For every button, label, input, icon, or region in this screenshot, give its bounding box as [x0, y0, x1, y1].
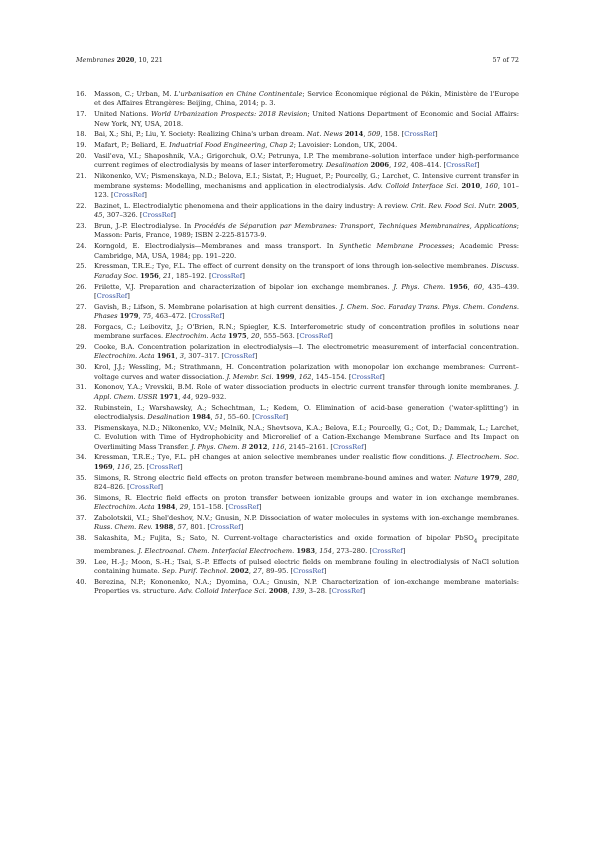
reference-fragment: , [210, 413, 215, 421]
reference-fragment: , [267, 442, 272, 451]
reference-fragment: 154 [319, 546, 333, 555]
reference-number: 29. [76, 343, 87, 352]
crossref-link[interactable]: CrossRef [351, 372, 383, 381]
reference-item [76, 558, 519, 577]
reference-text [94, 110, 519, 129]
reference-fragment: Rubinstein, I.; Warshawsky, A.; Schechtman, L.; Kedem, O. Elimination of acid-base generation ('water-splitting') in electrodialysis. [94, 403, 519, 421]
reference-text [94, 383, 519, 402]
reference-text [94, 514, 519, 533]
reference-fragment: , 435–439. [ [94, 282, 519, 300]
reference-fragment: 27 [253, 566, 262, 575]
page-header [76, 56, 519, 64]
reference-fragment: ] [179, 462, 183, 471]
reference-fragment: World Urbanization Prospects: 2018 Revision [151, 110, 308, 119]
reference-text [94, 242, 519, 261]
reference-fragment: Russ. Chem. Rev. [94, 523, 153, 532]
reference-number: 24. [76, 242, 87, 251]
reference-fragment: 2008 [268, 587, 288, 596]
reference-fragment: L'urbanisation en Chine Continentale [174, 90, 303, 98]
reference-fragment: 192 [393, 161, 407, 170]
reference-item [76, 383, 519, 402]
reference-fragment: Nature [454, 473, 479, 482]
reference-item [76, 152, 519, 171]
crossref-link[interactable]: CrossRef [223, 352, 255, 361]
crossref-link[interactable]: CrossRef [96, 291, 128, 300]
reference-fragment: , [287, 587, 292, 596]
reference-text [94, 323, 519, 342]
reference-text [94, 141, 519, 150]
reference-fragment: 139 [291, 587, 305, 596]
reference-fragment: ] [285, 413, 289, 421]
crossref-link[interactable]: CrossRef [228, 503, 259, 512]
reference-fragment: 2010 [461, 181, 481, 190]
reference-fragment: Electrochim. Acta [94, 352, 155, 361]
reference-number: 32. [76, 403, 87, 412]
reference-number: 19. [76, 141, 87, 150]
reference-fragment: 20 [250, 332, 260, 341]
reference-fragment: Sakashita, M.; Fujita, S.; Sato, N. Current-voltage characteristics and oxide formation of bipolar PbSO [94, 534, 474, 543]
reference-fragment: 116 [271, 442, 285, 451]
crossref-link[interactable]: CrossRef [331, 587, 363, 596]
reference-fragment: , [158, 271, 164, 280]
reference-fragment: Cooke, B.A. Concentration polarization in electrodialysis—I. The electrometric measurement of interfacial concentration. [94, 343, 519, 352]
reference-fragment: ] [362, 587, 366, 596]
reference-fragment: ] [221, 312, 225, 321]
journal-citation: Membranes 2020, 10, 221 [76, 56, 163, 64]
reference-number: 23. [76, 221, 87, 230]
reference-fragment: ; Lavoisier: London, UK, 2004. [293, 141, 398, 150]
reference-fragment: , [173, 523, 178, 532]
reference-fragment: Zabolotskii, V.I.; Shel'deshov, N.V.; Gnusin, N.P. Dissociation of water molecules in systems with ion-exchange membranes. [94, 513, 519, 522]
reference-fragment: ] [476, 161, 480, 170]
reference-text [94, 494, 519, 513]
reference-fragment: , 25. [ [129, 462, 150, 471]
reference-item [76, 494, 519, 513]
reference-text [94, 283, 519, 302]
reference-fragment: 1956 [449, 282, 468, 291]
reference-fragment: ] [254, 352, 258, 361]
reference-fragment: 3 [179, 352, 184, 361]
crossref-link[interactable]: CrossRef [404, 130, 435, 139]
reference-item [76, 90, 519, 109]
reference-fragment: ] [160, 482, 164, 491]
reference-text [94, 424, 519, 452]
reference-item [76, 262, 519, 281]
reference-fragment: , 824–826. [ [94, 473, 519, 491]
reference-item [76, 202, 519, 221]
reference-text [94, 534, 519, 556]
reference-fragment: ; Service Économique régional de Pékin, Ministère de l'Europe et des Affaires Étrangères: Beijing, China, 2014; p. 3. [94, 90, 519, 108]
reference-fragment: , 929–932. [191, 392, 227, 401]
reference-fragment: , [248, 566, 254, 575]
reference-item [76, 474, 519, 493]
reference-number: 39. [76, 557, 87, 566]
reference-fragment: , 2145–2161. [ [284, 442, 333, 451]
crossref-link[interactable]: CrossRef [142, 211, 174, 220]
reference-fragment: 1984 [191, 413, 211, 421]
reference-text [94, 130, 519, 139]
reference-fragment: Sep. Purif. Technol. [161, 566, 229, 575]
reference-fragment: 280 [504, 473, 517, 482]
reference-fragment: Discuss. Faraday Soc. [94, 262, 519, 280]
reference-list [76, 90, 519, 598]
reference-fragment: 2002 [230, 566, 249, 575]
reference-fragment: Masson, C.; Urban, M. [94, 90, 175, 98]
page-number: 57 of 72 [492, 56, 519, 64]
reference-text [94, 453, 519, 472]
reference-text [94, 262, 519, 281]
crossref-link[interactable]: CrossRef [299, 332, 331, 341]
reference-fragment: 21 [163, 271, 172, 280]
reference-fragment: Bai, X.; Shi, P.; Liu, Y. Society: Realizing China's urban dream. [94, 130, 307, 139]
reference-fragment: Gavish, B.; Lifson, S. Membrane polarisation at high current densities. [94, 302, 341, 311]
crossref-link[interactable]: CrossRef [209, 523, 241, 532]
reference-fragment: Induatrial Food Engineering, Chap 2 [169, 141, 294, 150]
crossref-link[interactable]: CrossRef [332, 442, 364, 451]
reference-fragment: , [389, 161, 394, 170]
reference-item [76, 303, 519, 322]
reference-fragment: 1969 [94, 462, 113, 471]
crossref-link[interactable]: CrossRef [254, 413, 286, 421]
crossref-link[interactable]: CrossRef [372, 546, 403, 555]
reference-fragment: Crit. Rev. Food Sci. Nutr. [410, 201, 496, 210]
reference-number: 27. [76, 302, 87, 311]
reference-fragment: 4 [473, 538, 478, 545]
reference-number: 22. [76, 201, 87, 210]
reference-fragment: ] [127, 291, 130, 300]
crossref-link[interactable]: CrossRef [191, 312, 222, 321]
reference-fragment: Berezina, N.P.; Kononenko, N.A.; Dyomina, O.A.; Gnusin, N.P. Characterization of ion-exchange membrane materials: Properties vs. structure. [94, 577, 519, 596]
reference-fragment: , [480, 181, 486, 190]
reference-fragment: Kressman, T.R.E.; Tye, F.L. pH changes at anion selective membranes under realistic flow conditions. [94, 453, 450, 462]
reference-number: 33. [76, 423, 87, 432]
reference-number: 30. [76, 363, 87, 372]
reference-fragment: ] [330, 332, 333, 341]
reference-fragment: 1956 [140, 271, 159, 280]
reference-text [94, 363, 519, 382]
crossref-link[interactable]: CrossRef [113, 190, 145, 199]
reference-fragment: 162 [298, 372, 312, 381]
reference-fragment: Nikonenko, V.V.; Pismenskaya, N.D.; Belova, E.I.; Sistat, P.; Huguet, P.; Pourcelly, G.; Larchet, C. Intensive current transfer in membrane systems: Modelling, mechanisms and application in electrodialysis. [94, 172, 519, 190]
crossref-link[interactable]: CrossRef [149, 462, 180, 471]
reference-item [76, 363, 519, 382]
reference-fragment: 1983 [296, 546, 316, 555]
reference-fragment: Simons, R. Electric field effects on proton transfer between ionizable groups and water in ion exchange membranes. [94, 493, 519, 502]
reference-fragment: United Nations. [94, 110, 151, 119]
reference-fragment: Adv. Colloid Interface Sci. [178, 587, 267, 596]
reference-item [76, 130, 519, 139]
reference-item [76, 424, 519, 452]
reference-fragment: , 408–414. [ [406, 161, 447, 170]
reference-fragment: Krol, J.J.; Wessling, M.; Strathmann, H. Concentration polarization with monopolar ion exchange membranes: Current–voltage curves and water dissociation. [94, 363, 519, 381]
reference-number: 18. [76, 130, 87, 139]
reference-fragment: precipitate membranes. [94, 534, 520, 555]
reference-text [94, 404, 519, 423]
reference-fragment: Brun, J.-P. Electrodialyse. In [94, 221, 195, 230]
crossref-link[interactable]: CrossRef [129, 482, 161, 491]
reference-fragment: , 3–28. [ [304, 587, 332, 596]
reference-fragment: 1979 [480, 473, 500, 482]
reference-fragment: J. Appl. Chem. USSR [94, 383, 519, 401]
reference-item [76, 578, 519, 597]
reference-fragment: , [175, 352, 180, 361]
reference-fragment: Adv. Colloid Interface Sci. [368, 181, 459, 190]
crossref-link[interactable]: CrossRef [446, 161, 477, 170]
reference-fragment: ] [242, 271, 245, 280]
reference-fragment: J. Chem. Soc. Faraday Trans. Phys. Chem. Condens. Phases [94, 302, 519, 321]
reference-fragment: Pismenskaya, N.D.; Nikonenko, V.V.; Melnik, N.A.; Shevtsova, K.A.; Belova, E.I.; Pourcelly, G.; Cot, D.; Dammak, L.; Larchet, C. Evolution with Time of Hydrophobicity and Microrelief of a Cation-Exchange Membrane Surface and Its Impact on Overlimiting Mass Transfer. [94, 423, 519, 451]
reference-number: 37. [76, 513, 87, 522]
reference-fragment: 2012 [248, 442, 268, 451]
reference-fragment: Nat. News [306, 130, 343, 139]
reference-fragment: 160 [485, 181, 498, 190]
reference-fragment: Kressman, T.R.E.; Tye, F.L. The effect of current density on the transport of ions through ion-selective membranes. [94, 262, 492, 271]
reference-fragment: 1961 [156, 352, 176, 361]
reference-fragment: Kononov, Y.A.; Vrevskii, B.M. Role of water dissociation products in electric current transfer through ionite membranes. [94, 383, 515, 392]
reference-fragment: 57 [177, 523, 187, 532]
reference-fragment: , 101–123. [ [94, 181, 519, 199]
reference-fragment: , [112, 462, 117, 471]
reference-fragment: , 185–192. [ [171, 271, 212, 280]
reference-fragment: , [363, 130, 368, 139]
reference-number: 21. [76, 172, 87, 181]
reference-fragment: J. Electroanal. Chem. Interfacial Electrochem. [138, 546, 295, 555]
reference-fragment: , [178, 392, 183, 401]
reference-fragment: J. Phys. Chem. B [191, 442, 247, 451]
reference-item [76, 404, 519, 423]
reference-fragment: Synthetic Membrane Processes [338, 242, 453, 251]
reference-fragment: , [499, 473, 505, 482]
reference-fragment: Frilette, V.J. Preparation and characterization of bipolar ion exchange membranes. [94, 282, 394, 291]
reference-fragment: 2006 [370, 161, 390, 170]
reference-fragment: Mafart, P.; Beliard, E. [94, 141, 170, 150]
reference-number: 38. [76, 534, 87, 543]
reference-fragment: , [467, 282, 474, 291]
reference-fragment: , [516, 201, 519, 210]
reference-text [94, 90, 519, 109]
reference-text [94, 172, 519, 200]
reference-item [76, 514, 519, 533]
reference-text [94, 558, 519, 577]
reference-number: 28. [76, 322, 87, 331]
reference-fragment: ] [173, 211, 176, 220]
reference-fragment: Forgacs, C.; Leibovitz, J.; O'Brien, R.N.; Spiegler, K.S. Interferometric study of concentration profiles in solutions near membrane surfaces. [94, 322, 519, 341]
reference-item [76, 534, 519, 556]
reference-fragment: 75 [142, 312, 152, 321]
reference-fragment: ] [323, 566, 327, 575]
reference-fragment: 509 [367, 130, 381, 139]
reference-fragment: Electrochim. Acta [94, 503, 155, 512]
reference-fragment: , [138, 312, 143, 321]
reference-fragment: 1971 [159, 392, 179, 401]
reference-fragment: ] [363, 442, 367, 451]
reference-item [76, 283, 519, 302]
reference-fragment: Desalination [325, 161, 369, 170]
reference-fragment: ] [434, 130, 438, 139]
reference-number: 40. [76, 577, 87, 586]
reference-number: 35. [76, 473, 87, 482]
reference-fragment: ; Masson: Paris, France, 1989; ISBN 2-225-81573-9. [94, 221, 520, 240]
reference-fragment: , 145–154. [ [311, 372, 352, 381]
reference-fragment: , [246, 332, 251, 341]
reference-item [76, 453, 519, 472]
reference-number: 20. [76, 152, 87, 161]
reference-fragment: 1984 [156, 503, 176, 512]
reference-fragment: , 555–563. [ [259, 332, 300, 341]
reference-fragment: ] [382, 372, 385, 381]
reference-fragment: , [294, 372, 299, 381]
reference-number: 17. [76, 110, 87, 119]
reference-fragment: Electrochim. Acta [165, 332, 226, 341]
reference-fragment: 2005 [498, 201, 517, 210]
reference-number: 31. [76, 383, 87, 392]
reference-fragment: 1988 [154, 523, 174, 532]
reference-fragment: 1999 [275, 372, 295, 381]
reference-number: 16. [76, 90, 87, 98]
reference-text [94, 343, 519, 362]
reference-item [76, 141, 519, 150]
reference-fragment: 44 [182, 392, 192, 401]
crossref-link[interactable]: CrossRef [211, 271, 243, 280]
reference-fragment: Vasil'eva, V.I.; Shaposhnik, V.A.; Grigorchuk, O.V.; Petrunya, I.P. The membrane–solution interface under high-performance current regimes of electrodialysis by means of laser interferometry. [94, 152, 519, 170]
reference-fragment: 51 [214, 413, 224, 421]
reference-item [76, 242, 519, 261]
reference-number: 25. [76, 262, 87, 271]
reference-item [76, 110, 519, 129]
reference-fragment: J. Phys. Chem. [393, 282, 446, 291]
reference-fragment: 1975 [228, 332, 247, 341]
reference-fragment: 45 [94, 211, 103, 220]
reference-fragment: Procédés de Séparation par Membranes: Transport, Techniques Membranaires, Applications [194, 221, 517, 230]
reference-fragment: 2014 [344, 130, 364, 139]
reference-fragment: Korngold, E. Electrodialysis—Membranes and mass transport. In [94, 242, 339, 251]
reference-fragment: 29 [179, 503, 189, 512]
reference-text [94, 202, 519, 221]
reference-fragment: , 801. [ [186, 523, 210, 532]
reference-fragment: 116 [116, 462, 130, 471]
reference-fragment: , 307–326. [ [102, 211, 143, 220]
reference-fragment: J. Electrochem. Soc. [449, 453, 519, 462]
reference-fragment: ] [144, 190, 147, 199]
reference-fragment: 60 [473, 282, 483, 291]
reference-item [76, 222, 519, 241]
reference-fragment: Lee, H.-J.; Moon, S.-H.; Tsai, S.-P. Effects of pulsed electric fields on membrane fouling in electrodialysis of NaCl solution containing humate. [94, 557, 519, 575]
reference-fragment: ; Academic Press: Cambridge, MA, USA, 1984; pp. 191–220. [94, 242, 520, 260]
reference-fragment: , [315, 546, 320, 555]
reference-item [76, 343, 519, 362]
reference-fragment: Desalination [147, 413, 190, 421]
reference-fragment: , 307–317. [ [183, 352, 224, 361]
reference-fragment: , [175, 503, 180, 512]
reference-text [94, 303, 519, 322]
reference-fragment: ] [258, 503, 262, 512]
reference-text [94, 222, 519, 241]
reference-item [76, 323, 519, 342]
reference-fragment: , 158. [ [380, 130, 405, 139]
reference-fragment: J. Membr. Sci. [226, 372, 274, 381]
reference-fragment: , 273–280. [ [332, 546, 373, 555]
reference-fragment: Simons, R. Strong electric field effects on proton transfer between membrane-bound amines and water. [94, 473, 455, 482]
reference-fragment: , 463–472. [ [151, 312, 192, 321]
reference-number: 36. [76, 493, 87, 502]
reference-fragment: , 151–158. [ [188, 503, 229, 512]
reference-text [94, 152, 519, 171]
crossref-link[interactable]: CrossRef [293, 566, 324, 575]
reference-fragment: ] [402, 546, 406, 555]
reference-fragment: 1979 [119, 312, 139, 321]
reference-number: 26. [76, 282, 87, 291]
reference-fragment: ; United Nations Department of Economic and Social Affairs: New York, NY, USA, 2018. [94, 110, 519, 128]
reference-text [94, 578, 519, 597]
reference-fragment: Bazinet, L. Electrodialytic phenomena and their applications in the dairy industry: A review. [94, 201, 411, 210]
reference-fragment: , 55–60. [ [223, 413, 255, 421]
reference-number: 34. [76, 453, 87, 462]
reference-fragment: ] [240, 523, 244, 532]
reference-fragment: , 89–95. [ [261, 566, 294, 575]
reference-text [94, 474, 519, 493]
reference-item [76, 172, 519, 200]
